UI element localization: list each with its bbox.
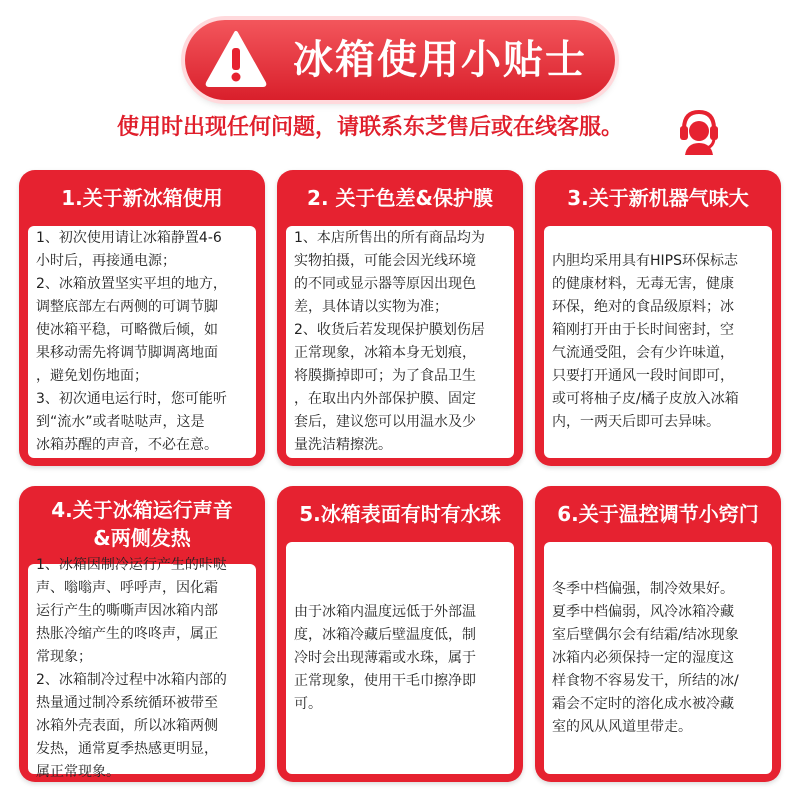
- customer-service-headset-icon: [675, 105, 723, 155]
- tip-card-odor: [535, 170, 781, 466]
- warning-triangle-icon: [205, 30, 267, 88]
- tip-card-text: 内胆均采用具有HIPS环保标志 的健康材料，无毒无害，健康 环保，绝对的食品级原料；冰 箱刚打开由于长时间密封，空 气流通受阻，会有少许味道， 只要打开通风一段时间即可， 或可将柚子皮/橘子皮放入冰箱 内，一两天后即可去异味。: [552, 253, 739, 430]
- tip-card-text: 1、冰箱因制冷运行产生的咔哒 声、嗡嗡声、呼呼声，因化霜 运行产生的嘶嘶声因冰箱内部 热胀冷缩产生的咚咚声，属正 常现象； 2、冰箱制冷过程中冰箱内部的 热量通过制冷系统循环被带至 冰箱外壳表面，所以冰箱两侧 发热，通常夏季热感更明显， 属正常现象。: [36, 557, 227, 780]
- tip-card-body: [544, 226, 772, 458]
- tip-card-title: 3.关于新机器气味大: [567, 186, 749, 210]
- tip-card-new-fridge: [19, 170, 265, 466]
- tip-card-condensation: [277, 486, 523, 782]
- tip-card-title: 6.关于温控调节小窍门: [557, 502, 759, 526]
- tip-card-text: 1、初次使用请让冰箱静置4-6 小时后，再接通电源； 2、冰箱放置坚实平坦的地方， 调整底部左右两侧的可调节脚 使冰箱平稳，可略微后倾，如 果移动需先将调节脚调离地面 ，避免划伤地面； 3、初次通电运行时，您可能听 到“流水”或者哒哒声，这是 冰箱苏醒的声音，不必在意。: [36, 230, 227, 453]
- contact-notice: 使用时出现任何问题，请联系东芝售后或在线客服。: [116, 115, 623, 140]
- tip-card-body: [28, 226, 256, 458]
- tip-card-body: [28, 557, 256, 780]
- title-banner: [185, 20, 615, 100]
- tip-card-text: 冬季中档偏强，制冷效果好。 夏季中档偏弱，风冷冰箱冷藏 室后壁偶尔会有结霜/结冰现象 冰箱内必须保持一定的湿度这 样食物不容易发干，所结的冰/ 霜会不定时的溶化成水被冷藏 室的风从风道里带走。: [552, 580, 739, 735]
- tip-card-title: 1.关于新冰箱使用: [61, 186, 223, 210]
- tip-card-title: 5.冰箱表面有时有水珠: [299, 502, 501, 526]
- tip-card-color-film: [277, 170, 523, 466]
- tip-card-body: [286, 226, 514, 458]
- tip-card-body: [544, 542, 772, 774]
- tip-card-text: 由于冰箱内温度远低于外部温 度，冰箱冷藏后壁温度低，制 冷时会出现薄霜或水珠，属于 正常现象，使用干毛巾擦净即 可。: [294, 603, 476, 712]
- tip-card-title: 4.关于冰箱运行声音 &两侧发热: [51, 498, 233, 550]
- tip-card-title: 2. 关于色差&保护膜: [307, 186, 493, 210]
- tip-card-temperature: [535, 486, 781, 782]
- tip-card-body: [286, 542, 514, 774]
- tip-card-noise-heat: [19, 486, 265, 782]
- page-title: 冰箱使用小贴士: [293, 37, 587, 83]
- tip-card-text: 1、本店所售出的所有商品均为 实物拍摄，可能会因光线环境 的不同或显示器等原因出现色 差，具体请以实物为准； 2、收货后若发现保护膜划伤居 正常现象，冰箱本身无划痕， 将膜撕掉即可；为了食品卫生 ，在取出内外部保护膜、固定 套后，建议您可以用温水及少 量洗洁精擦洗。: [294, 230, 485, 453]
